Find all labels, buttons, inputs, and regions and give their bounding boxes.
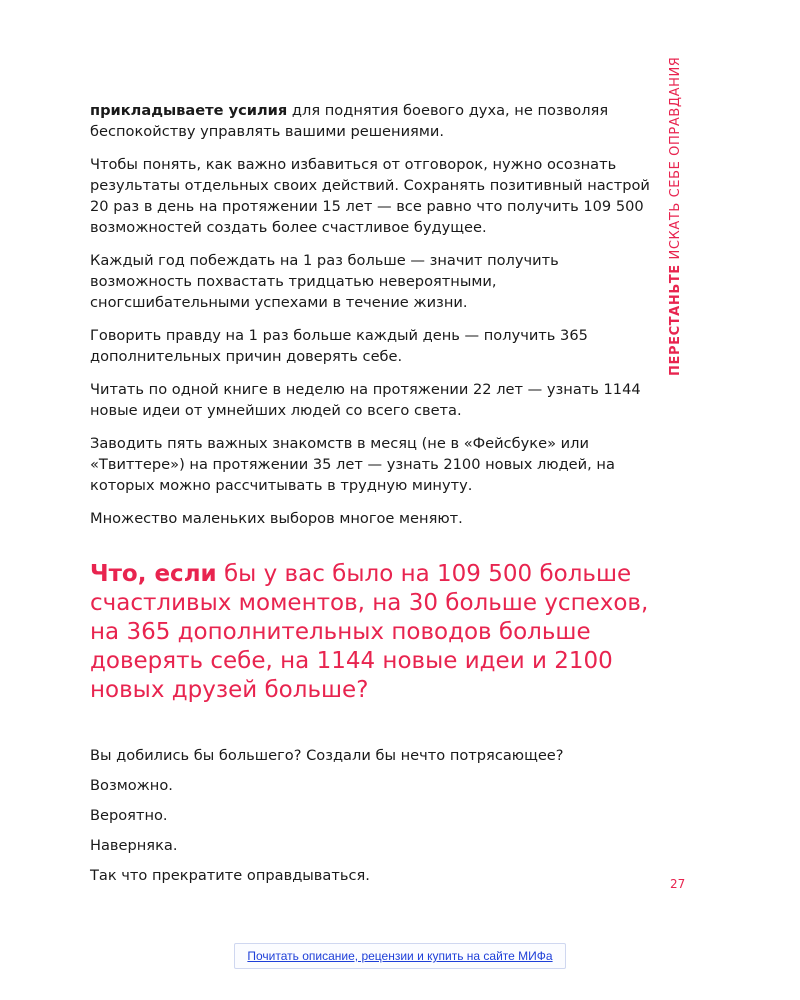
closing-text [90,745,650,895]
running-header [668,57,683,376]
paragraph-3: Каждый год побеждать на 1 раз больше — значит получить возможность похвастать тридцатью невероятными, сногсшибательными успехами в течение жизни. [90,252,559,311]
paragraph-5: Читать по одной книге в неделю на протяжении 22 лет — узнать 1144 новые идеи от умнейших людей со всего света. [90,381,641,419]
paragraph-1-text: для поднятия боевого духа, не позволяя беспокойству управлять вашими решениями. [90,102,609,140]
page-number: 27 [670,877,686,891]
closing-line-possible: Возможно. [90,777,173,794]
buy-link[interactable]: Почитать описание, рецензии и купить на сайте МИФа [234,943,566,969]
body-text [90,100,650,541]
closing-line-final: Так что прекратите оправдываться. [90,867,370,884]
closing-question: Вы добились бы большего? Создали бы нечто потрясающее? [90,747,564,764]
paragraph-2: Чтобы понять, как важно избавиться от отговорок, нужно осознать результаты отдельных своих действий. Сохранять позитивный настрой 20 раз в день на протяжении 15 лет — все равно что получить 109 500 возможностей создать более счастливое будущее. [90,156,650,236]
running-header-strong: ПЕРЕСТАНЬТЕ [668,264,683,376]
pull-quote-text: бы у вас было на 109 500 больше счастливых моментов, на 30 больше успехов, на 365 дополнительных поводов больше доверять себе, на 1144 новые идеи и 2100 новых друзей больше? [90,561,649,703]
pull-quote-bold: Что, если [90,561,217,587]
paragraph-1-bold: прикладываете усилия [90,102,288,119]
closing-line-probably: Вероятно. [90,807,168,824]
paragraph-6: Заводить пять важных знакомств в месяц (не в «Фейсбуке» или «Твиттере») на протяжении 35 лет — узнать 2100 новых людей, на которых можно рассчитывать в трудную минуту. [90,435,615,494]
paragraph-4: Говорить правду на 1 раз больше каждый день — получить 365 дополнительных причин доверять себе. [90,327,588,365]
paragraph-1 [90,100,650,142]
running-header-rest: ИСКАТЬ СЕБЕ ОПРАВДАНИЯ [668,56,683,265]
pull-quote [90,560,660,705]
paragraph-7: Множество маленьких выборов многое меняют. [90,510,463,527]
closing-line-surely: Наверняка. [90,837,178,854]
